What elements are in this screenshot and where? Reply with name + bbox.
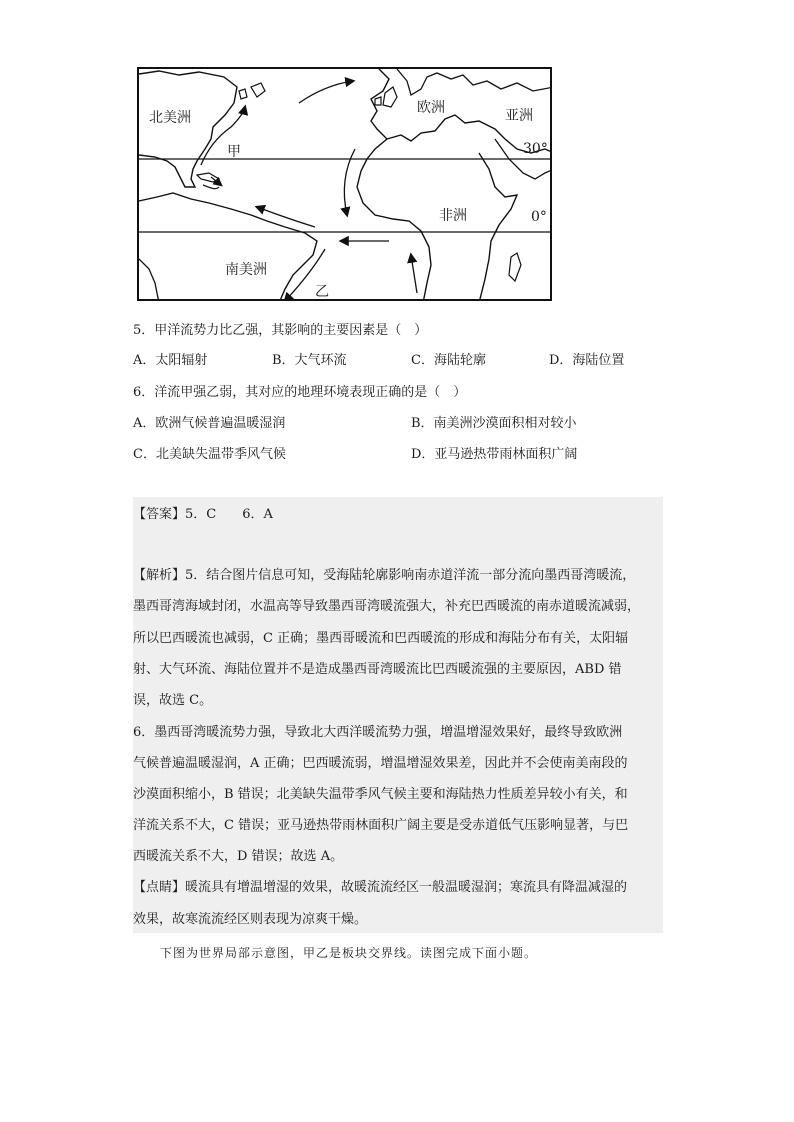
- analysis-line: 洋流关系不大，C 错误；亚马逊热带雨林面积广阔主要是受赤道低气压影响显著，与巴: [133, 818, 629, 833]
- analysis-line: 误，故选 C。: [133, 693, 213, 708]
- analysis-line: 【点睛】暖流具有增温增湿的效果，故暖流流经区一般温暖湿润；寒流具有降温减湿的: [133, 880, 628, 895]
- answer-line: 【答案】5．C 6．A: [133, 507, 273, 522]
- q6-option-d: D．亚马逊热带雨林面积广阔: [411, 447, 578, 462]
- greenland-bits: [239, 83, 265, 99]
- analysis-line: 西暖流关系不大，D 错误；故选 A。: [133, 849, 344, 864]
- question-5-stem: 5．甲洋流势力比乙强，其影响的主要因素是（ ）: [133, 323, 428, 338]
- map-drawing: [139, 69, 552, 301]
- north-equatorial-arrow: [257, 207, 315, 227]
- analysis-line: 【解析】5．结合图片信息可知，受海陆轮廓影响南赤道洋流一部分流向墨西哥湾暖流，: [133, 568, 636, 583]
- caribbean-curve: [203, 185, 219, 189]
- answer-panel: [133, 497, 663, 933]
- north-america-coast: [139, 71, 237, 187]
- label-asia: 亚洲: [505, 108, 533, 124]
- q5-option-b: B．大气环流: [272, 353, 347, 368]
- q5-option-a: A．太阳辐射: [133, 353, 208, 368]
- benguela-current-arrow: [411, 255, 417, 293]
- analysis-line: 沙漠面积缩小，B 错误；北美缺失温带季风气候主要和海陆热力性质差异较小有关，和: [133, 787, 628, 802]
- analysis-line: 墨西哥湾海域封闭，水温高等导致墨西哥湾暖流强大，补充巴西暖流的南赤道暖流减弱，: [133, 599, 641, 614]
- scandinavia: [397, 69, 552, 95]
- madagascar: [509, 253, 521, 281]
- analysis-line: 6．墨西哥湾暖流势力强，导致北大西洋暖流势力强，增温增湿效果好，最终导致欧洲: [133, 725, 623, 740]
- q6-option-b: B．南美洲沙漠面积相对较小: [411, 416, 577, 431]
- q6-option-a: A．欧洲气候普遍温暖湿润: [133, 416, 286, 431]
- label-lat-0: 0°: [531, 209, 547, 225]
- q5-option-c: C．海陆轮廓: [411, 353, 486, 368]
- north-atlantic-drift-arrow: [299, 81, 353, 103]
- label-north-america: 北美洲: [149, 110, 191, 126]
- q6-option-c: C．北美缺失温带季风气候: [133, 447, 286, 462]
- label-yi: 乙: [315, 284, 329, 300]
- question-6-stem: 6．洋流甲强乙弱，其对应的地理环境表现正确的是（ ）: [133, 385, 467, 400]
- south-america-coast: [139, 193, 317, 301]
- map-figure: [137, 67, 552, 301]
- caribbean-arrow: [211, 177, 221, 185]
- next-question-intro: 下图为世界局部示意图，甲乙是板块交界线。读图完成下面小题。: [160, 946, 538, 960]
- analysis-line: 效果，故寒流流经区则表现为凉爽干燥。: [133, 912, 368, 927]
- south-america-west: [139, 259, 159, 301]
- label-south-america: 南美洲: [225, 262, 267, 278]
- africa-east-coast: [479, 153, 517, 301]
- label-africa: 非洲: [439, 208, 467, 224]
- british-isles: [375, 87, 397, 107]
- label-jia: 甲: [227, 144, 241, 160]
- label-europe: 欧洲: [417, 100, 445, 116]
- q5-option-d: D．海陆位置: [549, 353, 625, 368]
- label-lat-30: 30°: [523, 141, 548, 157]
- analysis-line: 所以巴西暖流也减弱，C 正确；墨西哥暖流和巴西暖流的形成和海陆分布有关，太阳辐: [133, 631, 629, 646]
- africa-coast: [357, 139, 431, 301]
- analysis-line: 射、大气环流、海陆位置并不是造成墨西哥湾暖流比巴西暖流强的主要原因，ABD 错: [133, 662, 622, 677]
- analysis-line: 气候普遍温暖湿润，A 正确；巴西暖流弱，增温增湿效果差，因此并不会使南美南段的: [133, 756, 628, 771]
